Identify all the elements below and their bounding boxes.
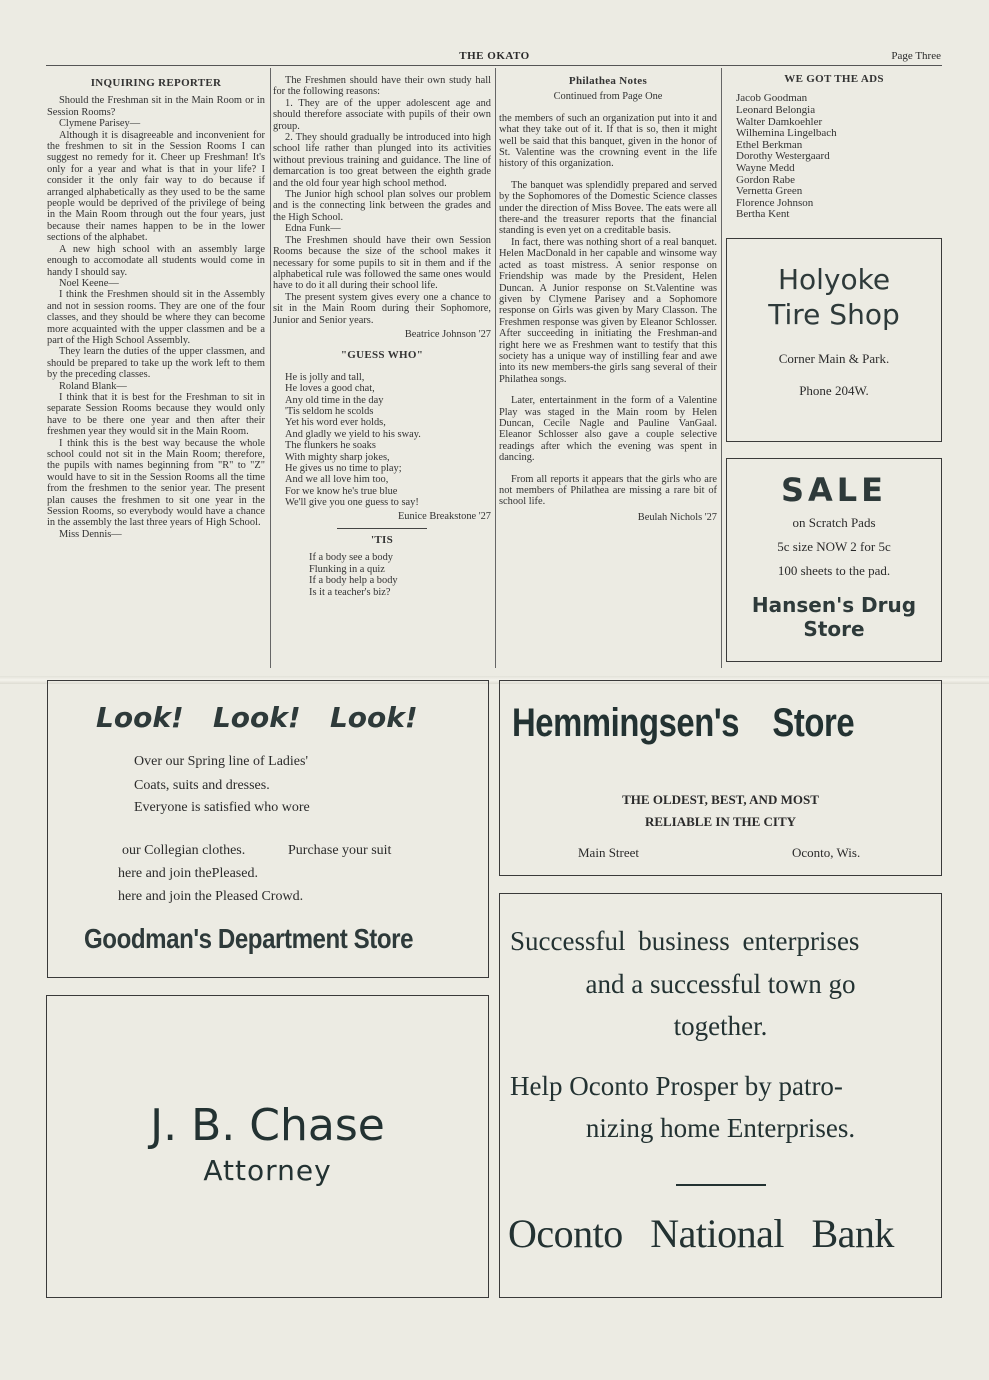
look-headline: [96, 701, 418, 734]
hansens-drug-store-ad: [726, 458, 942, 662]
store-name: Store: [803, 617, 865, 641]
oconto-national-bank-ad: [499, 893, 942, 1298]
freshmen-column: [273, 75, 491, 675]
article-paragraph: They learn the duties of the upper classmen, and should be prepared to take up the work left to them by the preceding classes.: [47, 346, 265, 381]
bank-slogan: nizing home Enterprises.: [585, 1113, 856, 1143]
poem-line: If a body help a body: [309, 575, 398, 587]
article-paragraph: The present system gives every one a chance to sit in the Main Room during their Sophomore, Junior and Senior years.: [273, 291, 491, 326]
store-tagline: THE OLDEST, BEST, AND MOST: [622, 792, 819, 807]
store-name: Goodman's Department Store: [84, 923, 414, 954]
ad-text: Over our Spring line of Ladies': [134, 754, 308, 769]
poem-line: He loves a good chat,: [285, 383, 375, 395]
ads-list-heading: WE GOT THE ADS: [784, 73, 884, 85]
respondent-name: Clymene Parisey—: [59, 118, 141, 130]
ads-name-list: [727, 93, 941, 221]
article-paragraph: I think the Freshmen should sit in the Assembly and not in session rooms. They are one of the four classes, and they should be where they can become more acquainted with the upper classmen and be a part of the High School Assembly.: [47, 289, 265, 346]
hemmingsens-store-ad: [499, 680, 942, 876]
sale-line: 100 sheets to the pad.: [777, 563, 891, 578]
newspaper-title: THE OKATO: [459, 50, 530, 62]
sale-title: SALE: [780, 471, 888, 509]
jb-chase-attorney-ad: [46, 995, 489, 1298]
bank-name: Oconto National Bank: [508, 1211, 894, 1256]
ad-address: Corner Main & Park.: [778, 351, 890, 366]
attorney-title: Attorney: [203, 1154, 332, 1187]
poem-line: Yet his word ever holds,: [285, 417, 386, 429]
article-paragraph: In fact, there was nothing short of a real banquet. Helen MacDonald in her capable and winsome way acted as toast mistress. A senior response on Friendship was made by the President, Helen Duncan. A Junior response on St.Valentine was given by Clymene Parisey and a Sophomore response on Girls was given by Mary Classon. The Freshmen response was given by Eleanor Schlosser. After succeeding in initiating the Freshman-and right here we as Freshmen want to testify that this society has a unique way of instilling fear and awe into its new members-the girls sang several of their Philathea songs.: [499, 236, 717, 385]
list-item: Walter Damkoehler: [736, 115, 823, 128]
look-word: Look!: [212, 701, 301, 734]
ad-text: our Collegian clothes.: [122, 843, 246, 858]
column-divider: [721, 68, 722, 668]
bank-slogan: Help Oconto Prosper by patro-: [510, 1071, 843, 1101]
article-paragraph: The banquet was splendidly prepared and served by the Sophomores of the Domestic Science classes under the direction of Miss Bovee. The eats were all there-and the treasurer reports that the financial standing is even yet on a creditable basis.: [499, 179, 717, 237]
respondent-name: Noel Keene—: [59, 277, 119, 289]
section-rule: [337, 528, 427, 529]
store-city: Oconto, Wis.: [792, 845, 861, 860]
list-item: Wilhemina Lingelbach: [736, 127, 837, 140]
ad-title: Tire Shop: [768, 298, 900, 331]
poem-line: For we know he's true blue: [285, 485, 398, 497]
article-paragraph: The Freshmen should have their own Session Rooms because the size of the school makes it necessary for some pupils to sit in them and if the alphabetical rule was followed the same ones would have to do it all during their school life.: [273, 234, 491, 292]
list-item: Bertha Kent: [736, 208, 790, 221]
philathea-subheading: Continued from Page One: [553, 91, 663, 103]
list-item: Florence Johnson: [736, 196, 814, 209]
poem-line: He gives us no time to play;: [285, 463, 402, 474]
inquiring-reporter-heading: INQUIRING REPORTER: [90, 77, 222, 89]
tis-heading: 'TIS: [371, 534, 393, 547]
guess-who-heading: "GUESS WHO": [340, 349, 424, 362]
header-rule: [46, 65, 942, 66]
bank-slogan: Successful business enterprises: [510, 926, 860, 956]
article-paragraph: 1. They are of the upper adolescent age and should therefore associate with pupils of their own group.: [273, 97, 491, 132]
ad-text: Purchase your suit: [288, 843, 392, 858]
article-paragraph: From all reports it appears that the girls who are not members of Philathea are missing a rare bit of school life.: [499, 473, 717, 508]
poem-line: He is jolly and tall,: [285, 371, 365, 383]
ad-text: Coats, suits and dresses.: [134, 778, 270, 793]
list-item: Ethel Berkman: [736, 138, 803, 151]
ads-list-column: [727, 72, 941, 221]
guess-who-poem: [273, 372, 491, 509]
article-paragraph: The Junior high school plan solves our problem and is the connecting link between the grades and the High School.: [273, 189, 491, 223]
inquiring-reporter-column: [47, 72, 265, 678]
store-street: Main Street: [578, 845, 640, 860]
bank-slogan: together.: [673, 1011, 768, 1041]
list-item: Vernetta Green: [736, 185, 803, 198]
poem-line: The flunkers he soaks: [285, 440, 376, 452]
poem-line: Flunking in a quiz: [309, 563, 385, 575]
store-title: Hemmingsen's Store: [512, 701, 855, 745]
poem-line: Any old time in the day: [285, 394, 384, 406]
column-divider: [495, 68, 496, 668]
sale-line: on Scratch Pads: [792, 515, 876, 530]
look-word: Look!: [329, 701, 418, 734]
poem-line: If a body see a body: [309, 552, 393, 564]
article-paragraph: Later, entertainment in the form of a Valentine Play was staged in the Main room by Helen Duncan, Cecile Nagle and Pauline VanGaal. Eleanor Schlosser also gave a couple selective readings after which the evening was spent in dancing.: [499, 395, 717, 464]
ad-title: Holyoke: [777, 263, 891, 296]
tis-poem: [273, 552, 491, 598]
poem-line: And we all love him too,: [285, 474, 389, 486]
article-signature: Beatrice Johnson '27: [404, 328, 491, 340]
article-paragraph: I think this is the best way because the whole school could not sit in the Main Room; therefore, the pupils with names beginning from "R" to "Z" would have to sit in the Session Rooms all the time from the freshmen to the senior year. The present plan causes the freshmen to sit one year in the Session Rooms, so everybody would have a chance in the assembly the last three years of High School.: [47, 437, 265, 529]
store-name: Hansen's Drug: [751, 593, 917, 617]
respondent-name: Roland Blank—: [59, 380, 127, 392]
goodmans-department-store-ad: [47, 680, 489, 978]
list-item: Wayne Medd: [736, 161, 795, 174]
list-item: Jacob Goodman: [736, 92, 808, 105]
respondent-name: Miss Dennis—: [59, 528, 122, 540]
list-item: Gordon Rabe: [736, 173, 795, 186]
poem-line: We'll give you one guess to say!: [285, 497, 419, 509]
sale-line: 5c size NOW 2 for 5c: [777, 539, 891, 554]
page-number: Page Three: [891, 50, 941, 62]
article-paragraph: 2. They should gradually be introduced into high school life rather than plunged into its activities without previous training and guidance. The line of demarcation is too great between the eighth grade and the old four year high school method.: [273, 132, 491, 189]
ad-text: Everyone is satisfied who wore: [134, 800, 310, 815]
poem-line: With mighty sharp jokes,: [285, 451, 390, 463]
bank-slogan: and a successful town go: [585, 969, 856, 999]
list-item: Dorothy Westergaard: [736, 150, 830, 163]
ad-text: here and join the Pleased Crowd.: [118, 889, 304, 904]
bank-divider: [676, 1184, 766, 1186]
article-paragraph: A new high school with an assembly large enough to accomodate all students would come in handy I should say.: [47, 243, 265, 278]
ad-phone: Phone 204W.: [799, 383, 869, 398]
holyoke-tire-shop-ad: [726, 238, 942, 442]
philathea-heading: Philathea Notes: [568, 75, 648, 87]
list-item: Leonard Belongia: [736, 104, 816, 116]
article-paragraph: Should the Freshman sit in the Main Room or in Session Rooms?: [47, 95, 265, 118]
poem-line: 'Tis seldom he scolds: [285, 405, 374, 417]
look-word: Look!: [96, 701, 184, 734]
store-tagline: RELIABLE IN THE CITY: [644, 814, 797, 829]
respondent-name: Edna Funk—: [285, 223, 341, 235]
article-paragraph: Although it is disagreeable and inconvenient for the freshmen to sit in the Session Rooms I can suggest no remedy for it. Cheer up Freshman! It's only for a year and what is that in your life? I consider it the only fair way to do because if arranged alphabetically as they used to be the same people would be deprived of the privilege of being in the Main Room through out the four years, just because their names happen to be in the lower sections of the alphabet.: [47, 129, 265, 244]
poem-signature: Eunice Breakstone '27: [397, 510, 491, 522]
article-paragraph: I think that it is best for the Freshman to sit in separate Session Rooms because they would only have to be there one year and then after their freshmen year they would sit in the Main Room.: [47, 391, 265, 438]
article-signature: Beulah Nichols '27: [637, 511, 717, 523]
article-paragraph: the members of such an organization put into it and what they take out of it. If that is so, then it might well be said that this banquet, given in the honor of St. Valentine was the crowning event in the life history of this organization.: [499, 112, 717, 170]
poem-line: Is it a teacher's biz?: [309, 586, 391, 598]
poem-line: And gladly we yield to his sway.: [285, 428, 421, 440]
column-divider: [270, 68, 271, 668]
ad-text: here and join thePleased.: [118, 866, 258, 881]
attorney-name: J. B. Chase: [150, 1100, 385, 1151]
philathea-notes-column: [499, 72, 717, 672]
article-paragraph: The Freshmen should have their own study hall for the following reasons:: [273, 75, 491, 98]
